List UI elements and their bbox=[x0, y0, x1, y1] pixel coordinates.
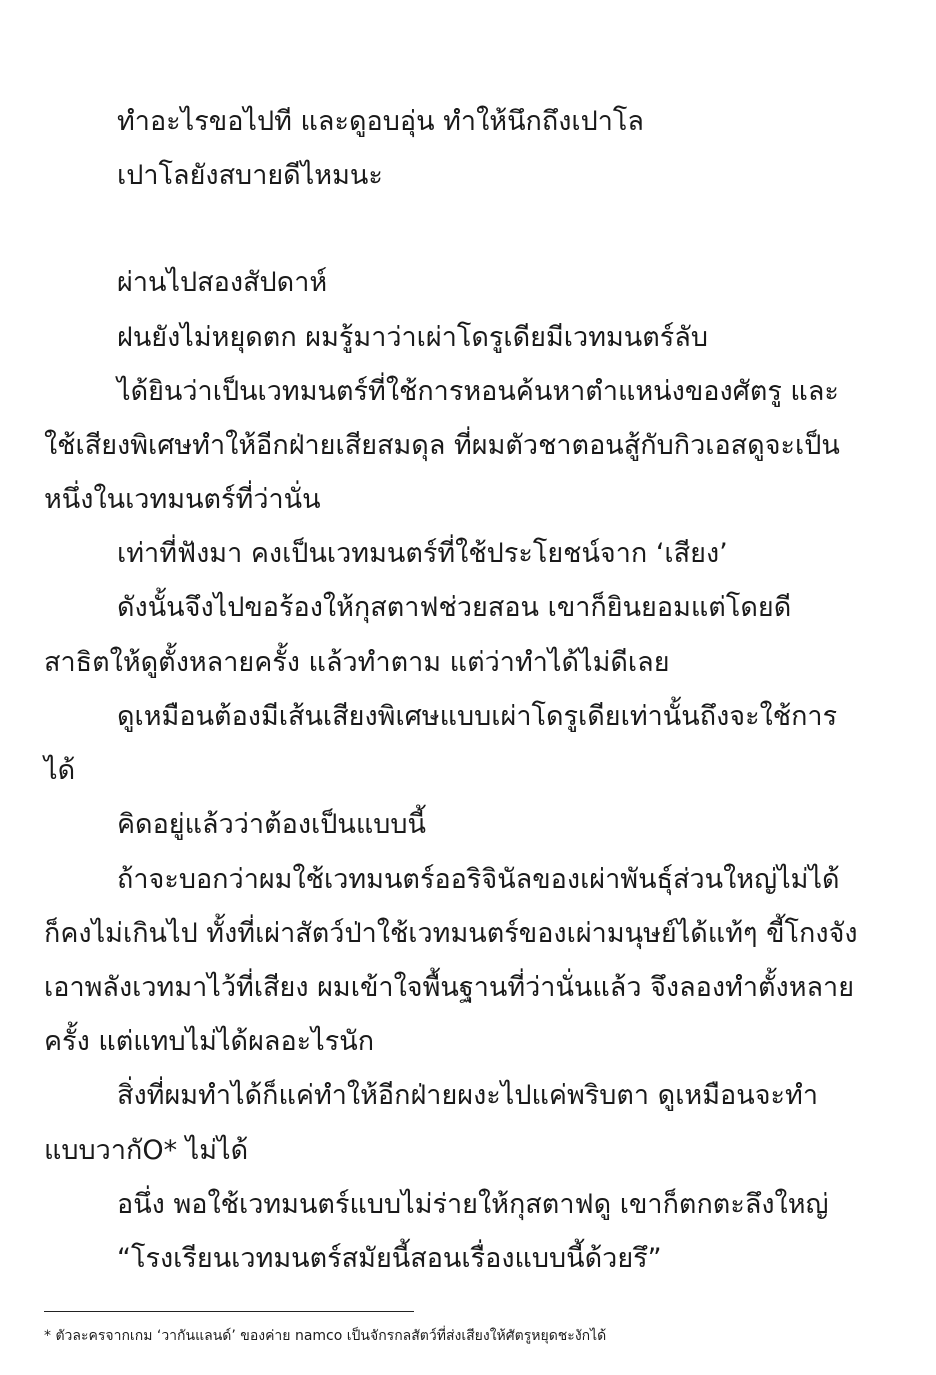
paragraph-line: เปาโลยังสบายดีไหมนะ bbox=[117, 160, 383, 191]
paragraph-line: ได้ bbox=[44, 755, 76, 786]
paragraph-line: ใช้เสียงพิเศษทำให้อีกฝ่ายเสียสมดุล ที่ผมตัวชาตอนสู้กับกิวเอสดูจะเป็น bbox=[44, 430, 840, 461]
footnote: * ตัวละครจากเกม ‘วากันแลนด์’ ของค่าย namco เป็นจักรกลสัตว์ที่ส่งเสียงให้ศัตรูหยุดชะงักได้ bbox=[44, 1328, 607, 1344]
paragraph-line: ครั้ง แต่แทบไม่ได้ผลอะไรนัก bbox=[44, 1026, 375, 1057]
paragraph-line: เอาพลังเวทมาไว้ที่เสียง ผมเข้าใจพื้นฐานที่ว่านั่นแล้ว จึงลองทำตั้งหลาย bbox=[44, 972, 855, 1003]
paragraph-line: เท่าที่ฟังมา คงเป็นเวทมนตร์ที่ใช้ประโยชน์จาก ‘เสียง’ bbox=[117, 538, 728, 569]
paragraph-line: ดังนั้นจึงไปขอร้องให้กุสตาฟช่วยสอน เขาก็ยินยอมแต่โดยดี bbox=[117, 592, 792, 623]
paragraph-line: ทำอะไรขอไปที และดูอบอุ่น ทำให้นึกถึงเปาโล bbox=[117, 106, 644, 137]
paragraph-line: คิดอยู่แล้วว่าต้องเป็นแบบนี้ bbox=[117, 809, 426, 840]
paragraph-line: “โรงเรียนเวทมนตร์สมัยนี้สอนเรื่องแบบนี้ด้วยรึ” bbox=[117, 1243, 662, 1274]
paragraph-line: ฝนยังไม่หยุดตก ผมรู้มาว่าเผ่าโดรูเดียมีเวทมนตร์ลับ bbox=[117, 322, 708, 353]
paragraph-line: อนึ่ง พอใช้เวทมนตร์แบบไม่ร่ายให้กุสตาฟดู เขาก็ตกตะลึงใหญ่ bbox=[117, 1189, 829, 1220]
paragraph-line: หนึ่งในเวทมนตร์ที่ว่านั่น bbox=[44, 484, 321, 515]
paragraph-line: ก็คงไม่เกินไป ทั้งที่เผ่าสัตว์ป่าใช้เวทมนตร์ของเผ่ามนุษย์ได้แท้ๆ ขี้โกงจัง bbox=[44, 918, 858, 949]
paragraph-line: แบบวากัO* ไม่ได้ bbox=[44, 1135, 249, 1166]
footnote-divider bbox=[44, 1311, 414, 1312]
paragraph-line: สาธิตให้ดูตั้งหลายครั้ง แล้วทำตาม แต่ว่าทำได้ไม่ดีเลย bbox=[44, 647, 670, 678]
paragraph-line: ดูเหมือนต้องมีเส้นเสียงพิเศษแบบเผ่าโดรูเดียเท่านั้นถึงจะใช้การ bbox=[117, 701, 838, 732]
paragraph-line: ได้ยินว่าเป็นเวทมนตร์ที่ใช้การหอนค้นหาตำแหน่งของศัตรู และ bbox=[117, 376, 839, 407]
paragraph-line: ถ้าจะบอกว่าผมใช้เวทมนตร์ออริจินัลของเผ่าพันธุ์ส่วนใหญ่ไม่ได้ bbox=[117, 864, 840, 895]
paragraph-line: ผ่านไปสองสัปดาห์ bbox=[117, 267, 328, 298]
paragraph-line: สิ่งที่ผมทำได้ก็แค่ทำให้อีกฝ่ายผงะไปแค่พริบตา ดูเหมือนจะทำ bbox=[117, 1080, 818, 1111]
